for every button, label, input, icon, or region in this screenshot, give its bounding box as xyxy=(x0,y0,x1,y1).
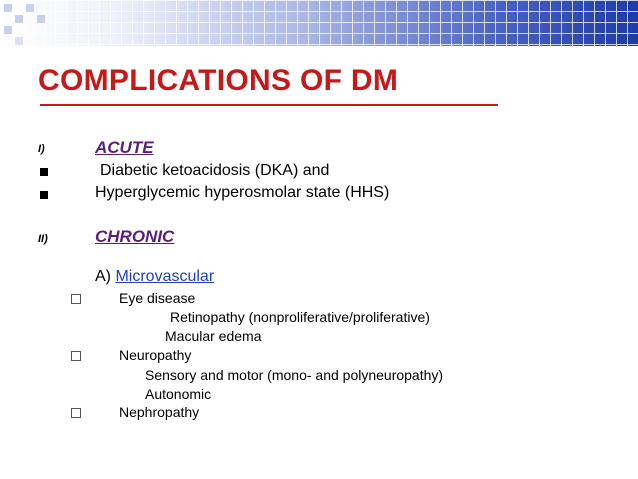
decor-square xyxy=(4,26,12,34)
hollow-bullet-icon xyxy=(71,408,81,418)
detail-retinopathy: Retinopathy (nonproliferative/proliferative) xyxy=(170,309,430,325)
section-numeral-chronic: II) xyxy=(38,233,48,245)
title-underline xyxy=(40,104,498,106)
detail-sensory-motor: Sensory and motor (mono- and polyneuropathy) xyxy=(145,367,444,383)
chronic-group-neuropathy: Neuropathy xyxy=(119,347,192,363)
subsection-heading-microvascular xyxy=(95,268,214,286)
corner-squares-decoration xyxy=(0,0,60,46)
detail-macular-edema: Macular edema xyxy=(165,328,262,344)
bullet-square-icon xyxy=(40,168,48,176)
decor-square xyxy=(37,15,45,23)
bullet-square-icon xyxy=(40,191,48,199)
decor-square xyxy=(4,4,12,12)
section-heading-acute: ACUTE xyxy=(95,138,154,157)
slide-title: COMPLICATIONS OF DM xyxy=(38,64,399,97)
decor-square xyxy=(26,4,34,12)
hollow-bullet-icon xyxy=(71,294,81,304)
section-heading-chronic: CHRONIC xyxy=(95,227,175,246)
chronic-group-nephropathy: Nephropathy xyxy=(119,404,200,420)
microvascular-link[interactable]: Microvascular xyxy=(115,268,215,285)
acute-item-dka: Diabetic ketoacidosis (DKA) and xyxy=(100,162,330,179)
decor-square xyxy=(15,15,23,23)
section-numeral-acute: I) xyxy=(38,143,45,155)
banner-grid-pattern xyxy=(0,0,638,46)
decor-square xyxy=(15,37,23,45)
detail-autonomic: Autonomic xyxy=(145,386,212,402)
acute-item-hhs: Hyperglycemic hyperosmolar state (HHS) xyxy=(95,184,390,201)
hollow-bullet-icon xyxy=(71,351,81,361)
subsection-prefix: A) xyxy=(95,268,116,285)
chronic-group-eye-disease: Eye disease xyxy=(119,290,196,306)
